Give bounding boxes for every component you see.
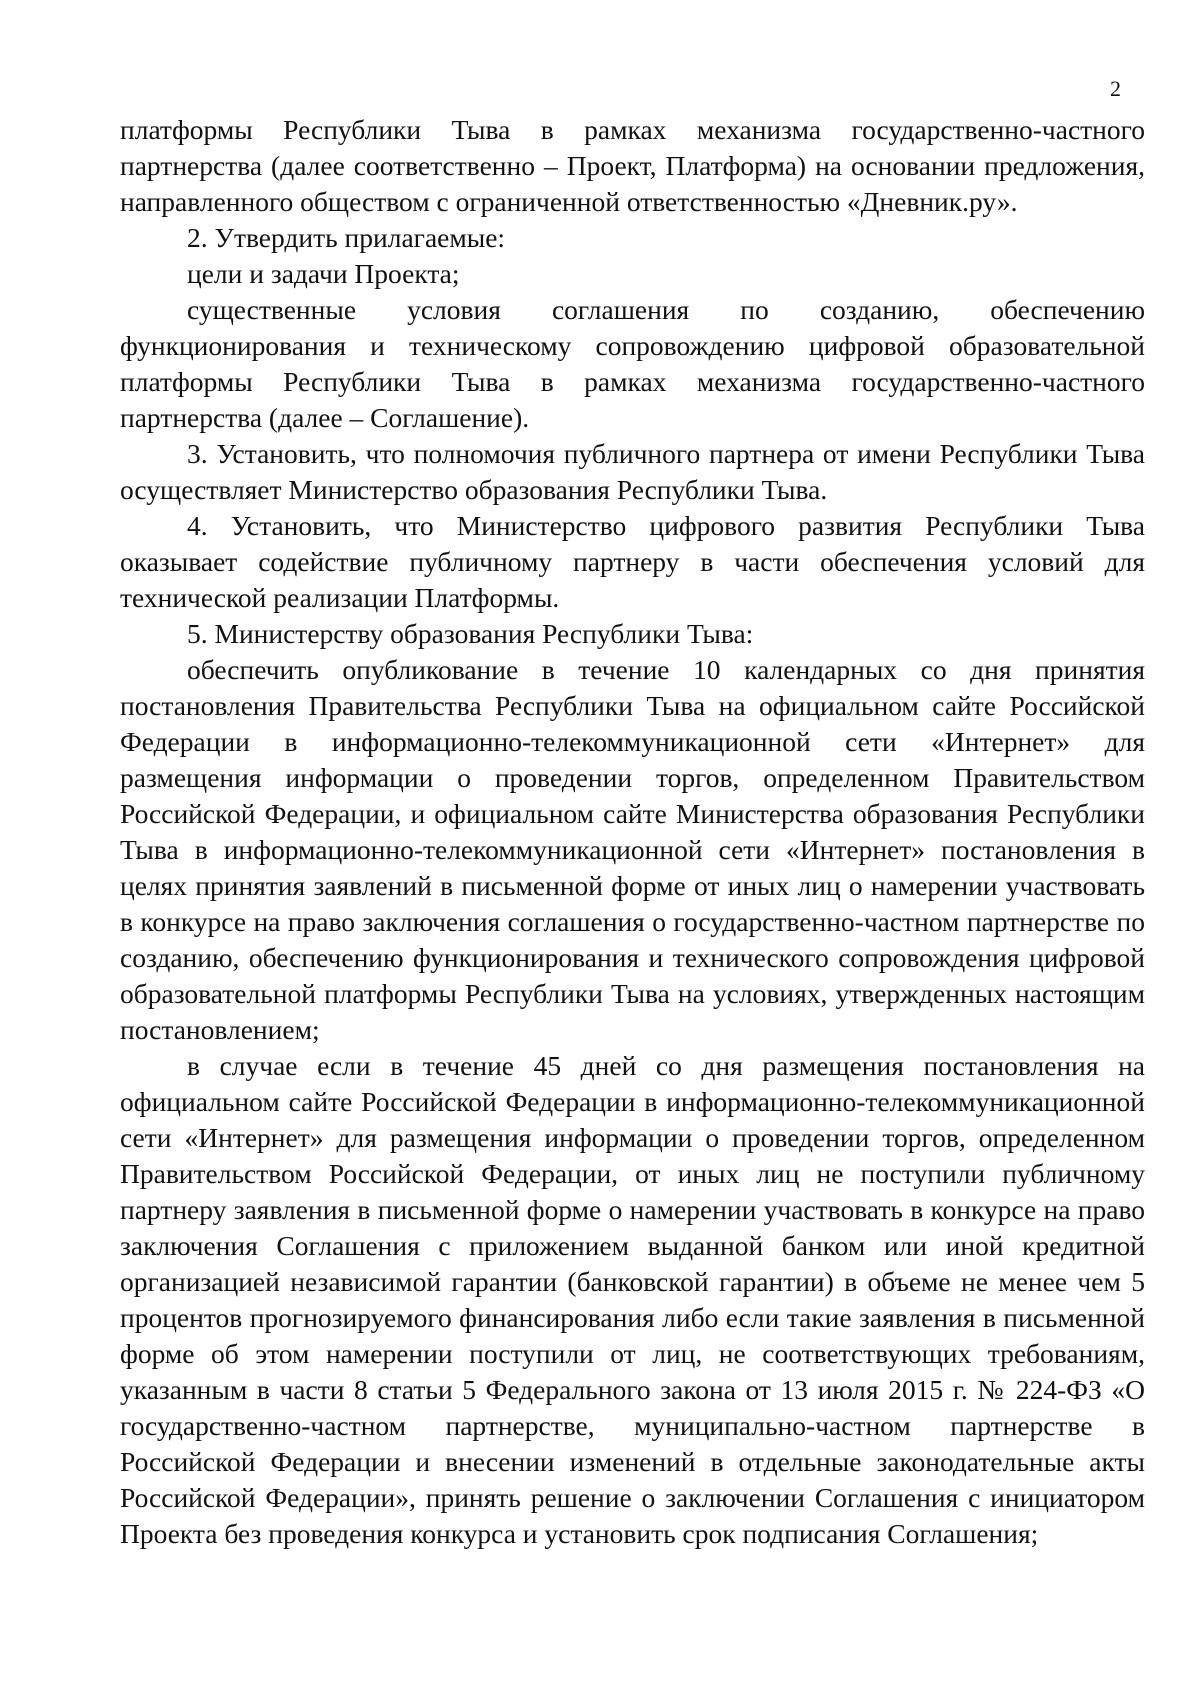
document-body: [120, 112, 1145, 1552]
paragraph-conditions: существенные условия соглашения по созданию, обеспечению функционирования и техническому сопровождению цифровой образовательной платформы Республики Тыва в рамках механизма государственно-частного партнерства (далее – Соглашение).: [120, 294, 1145, 433]
page-number: 2: [1110, 76, 1121, 101]
paragraph-intro: платформы Республики Тыва в рамках механизма государственно-частного партнерства (далее соответственно – Проект, Платформа) на основании предложения, направленного обществом с ограниченной ответственностью «Дневник.ру».: [120, 114, 1145, 217]
paragraph-goals: цели и задачи Проекта;: [187, 258, 460, 289]
paragraph-item-5: 5. Министерству образования Республики Тыва:: [187, 618, 754, 649]
paragraph-decision: в случае если в течение 45 дней со дня размещения постановления на официальном сайте Российской Федерации в информационно-телекоммуникационной сети «Интернет» для размещения информации о проведении торгов, определенном Правительством Российской Федерации, от иных лиц не поступили публичному партнеру заявления в письменной форме о намерении участвовать в конкурсе на право заключения Соглашения с приложением выданной банком или иной кредитной организацией независимой гарантии (банковской гарантии) в объеме не менее чем 5 процентов прогнозируемого финансирования либо если такие заявления в письменной форме об этом намерении поступили от лиц, не соответствующих требованиям, указанным в части 8 статьи 5 Федерального закона от 13 июля 2015 г. № 224-ФЗ «О государственно-частном партнерстве, муниципально-частном партнерстве в Российской Федерации и внесении изменений в отдельные законодательные акты Российской Федерации», принять решение о заключении Соглашения с инициатором Проекта без проведения конкурса и установить срок подписания Соглашения;: [120, 1050, 1145, 1549]
paragraph-item-2: 2. Утвердить прилагаемые:: [187, 222, 506, 253]
paragraph-publication: обеспечить опубликование в течение 10 календарных со дня принятия постановления Правительства Республики Тыва на официальном сайте Российской Федерации в информационно-телекоммуникационной сети «Интернет» для размещения информации о проведении торгов, определенном Правительством Российской Федерации, и официальном сайте Министерства образования Республики Тыва в информационно-телекоммуникационной сети «Интернет» постановления в целях принятия заявлений в письменной форме от иных лиц о намерении участвовать в конкурсе на право заключения соглашения о государственно-частном партнерстве по созданию, обеспечению функционирования и технического сопровождения цифровой образовательной платформы Республики Тыва на условиях, утвержденных настоящим постановлением;: [120, 654, 1145, 1045]
paragraph-item-3: 3. Установить, что полномочия публичного партнера от имени Республики Тыва осуществляет Министерство образования Республики Тыва.: [120, 438, 1145, 505]
paragraph-item-4: 4. Установить, что Министерство цифрового развития Республики Тыва оказывает содействие публичному партнеру в части обеспечения условий для технической реализации Платформы.: [120, 510, 1145, 613]
